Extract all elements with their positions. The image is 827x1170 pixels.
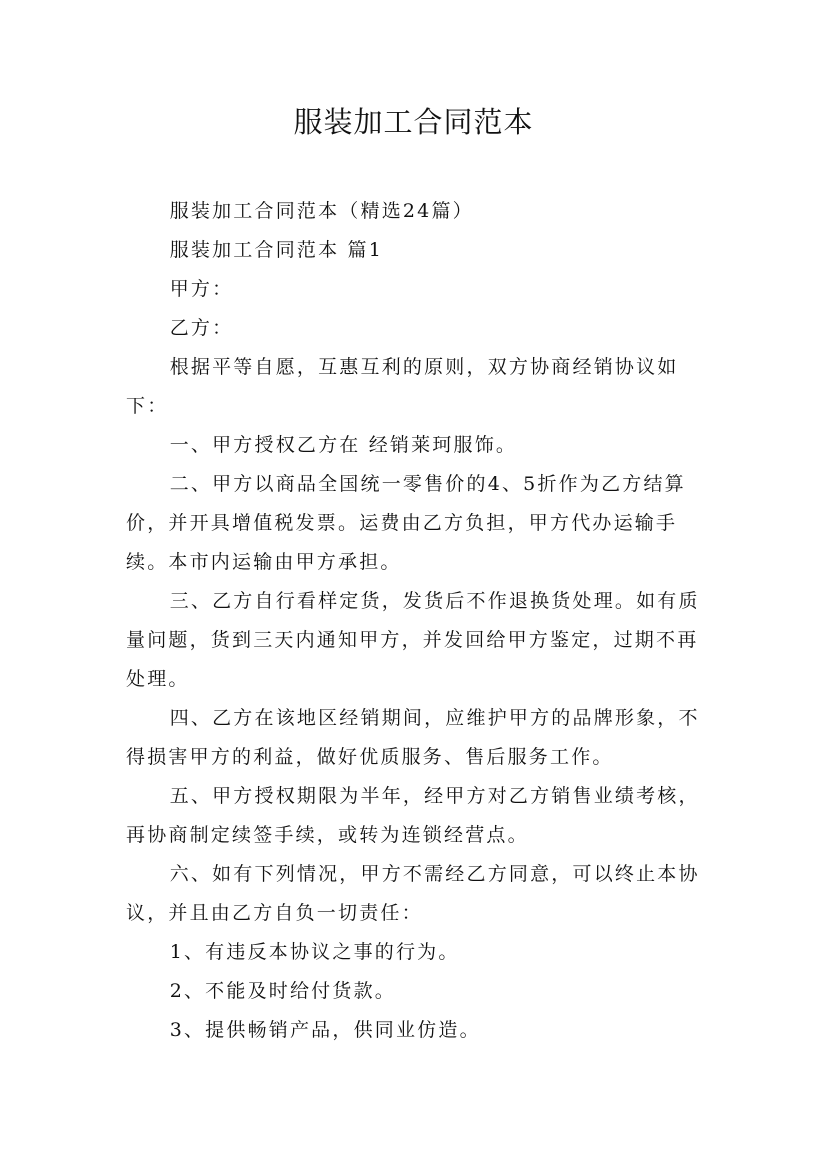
paragraph-4: 乙方： [169, 317, 234, 339]
paragraph-13: 2、不能及时给付货款。 [169, 980, 396, 1002]
paragraph-3: 甲方： [169, 278, 234, 300]
paragraph-11: 六、如有下列情况，甲方不需经乙方同意，可以终止本协议，并且由乙方自负一切责任： [126, 863, 700, 924]
document-title: 服装加工合同范本 [293, 105, 534, 139]
paragraph-7: 二、甲方以商品全国统一零售价的4、5折作为乙方结算价，并开具增值税发票。运费由乙方负担，甲方代办运输手续。本市内运输由甲方承担。 [126, 473, 686, 573]
paragraph-6: 一、甲方授权乙方在 经销莱珂服饰。 [169, 434, 518, 456]
paragraph-12: 1、有违反本协议之事的行为。 [169, 941, 460, 963]
paragraph-14: 3、提供畅销产品，供同业仿造。 [169, 1019, 481, 1041]
paragraph-9: 四、乙方在该地区经销期间，应维护甲方的品牌形象，不得损害甲方的利益，做好优质服务、售后服务工作。 [126, 707, 700, 768]
document-body [126, 192, 706, 1050]
paragraph-8: 三、乙方自行看样定货，发货后不作退换货处理。如有质量问题，货到三天内通知甲方，并发回给甲方鉴定，过期不再处理。 [126, 590, 700, 690]
paragraph-5: 根据平等自愿，互惠互利的原则，双方协商经销协议如下： [126, 356, 679, 417]
paragraph-1: 服装加工合同范本（精选24篇） [169, 200, 474, 222]
paragraph-10: 五、甲方授权期限为半年，经甲方对乙方销售业绩考核，再协商制定续签手续，或转为连锁经营点。 [126, 785, 700, 846]
paragraph-2: 服装加工合同范本 篇1 [169, 239, 384, 261]
